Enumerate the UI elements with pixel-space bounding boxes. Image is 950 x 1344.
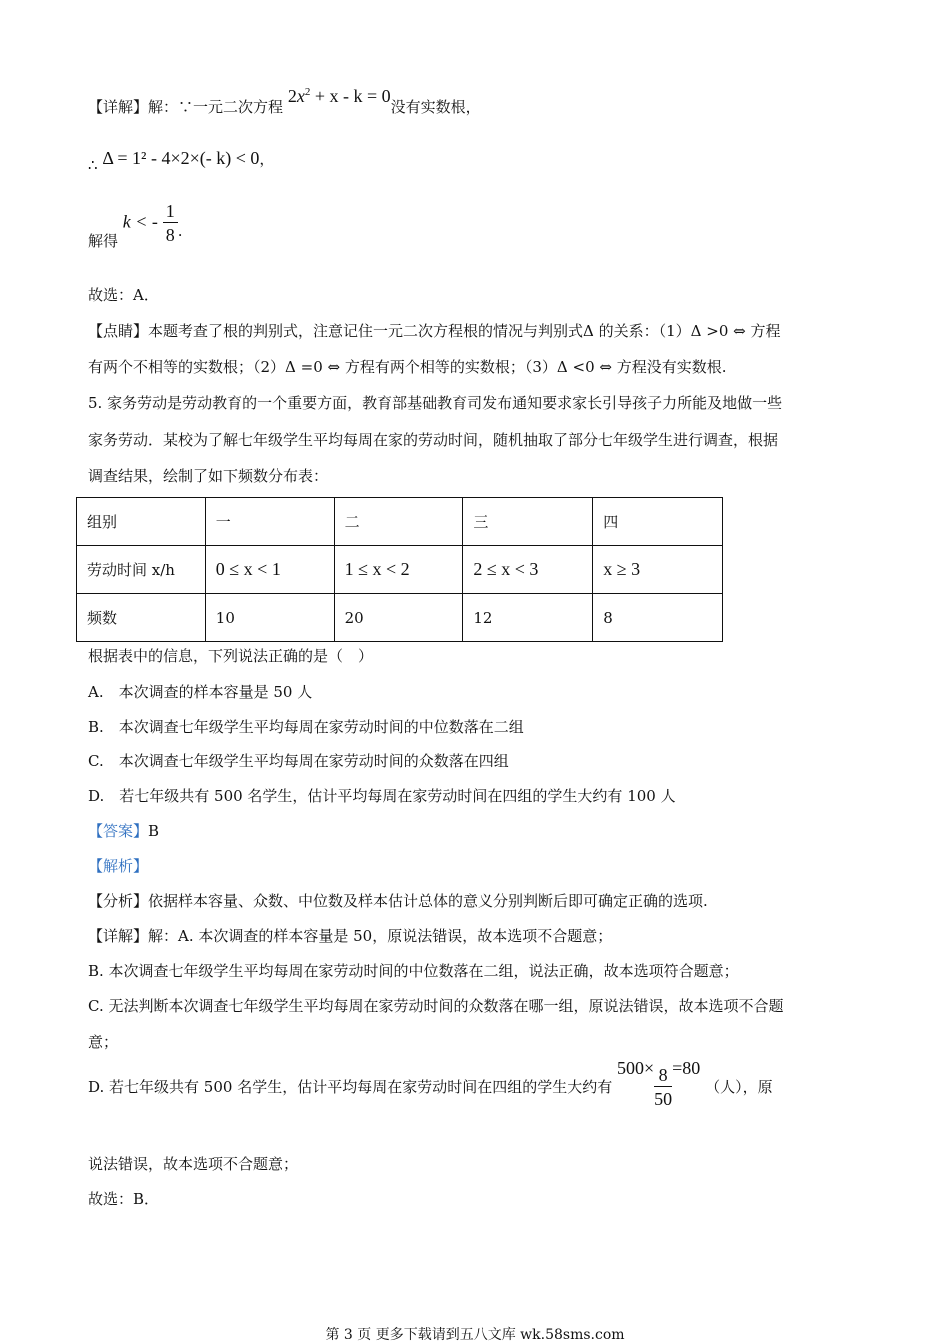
range-cell: 0 ≤ x < 1: [205, 546, 334, 594]
therefore-symbol: ∴: [88, 156, 98, 174]
detail2-a: 【详解】解：A. 本次调查的样本容量是 50，原说法错误，故本选项不合题意；: [88, 927, 613, 945]
range-cell: 2 ≤ x < 3: [463, 546, 593, 594]
detail2-d-prefix: D. 若七年级共有 500 名学生，估计平均每周在家劳动时间在四组的学生大约有: [88, 1077, 613, 1096]
count-cell: 12: [463, 594, 593, 642]
calc-left: 500×: [616, 1057, 655, 1078]
comment-line-1: 【点睛】本题考查了根的判别式，注意记住一元二次方程根的情况与判别式Δ 的关系：（1）Δ >0 ⇔ 方程: [88, 322, 781, 340]
detail2-c1: C. 无法判断本次调查七年级学生平均每周在家劳动时间的众数落在哪一组，原说法错误，故本选项不合题: [88, 997, 784, 1015]
solve-line: [88, 200, 183, 250]
fraction-one-eighth: $\frac{1}{8}$: [163, 200, 178, 247]
option-a: A. 本次调查的样本容量是 50 人: [88, 683, 313, 701]
solve-lhs: k < -: [122, 211, 158, 232]
row-label-time: 劳动时间 x/h: [77, 546, 206, 594]
table-row: [77, 546, 723, 594]
table-row: [77, 498, 723, 546]
analysis-tag: 【解析】: [88, 857, 149, 875]
range-cell: x ≥ 3: [593, 546, 723, 594]
group-cell: 四: [593, 498, 723, 546]
detail2-d-suffix: （人），原: [705, 1077, 773, 1096]
question-prompt: 根据表中的信息，下列说法正确的是（ ）: [88, 647, 374, 665]
detail-prefix: 解：∵一元二次方程: [148, 98, 284, 116]
detail-line-1: [88, 86, 481, 117]
solve-prefix: 解得: [88, 231, 119, 250]
detail2-c2: 意；: [88, 1033, 119, 1051]
choose-b: 故选：B．: [88, 1190, 160, 1208]
option-c: C. 本次调查七年级学生平均每周在家劳动时间的众数落在四组: [88, 752, 509, 770]
frequency-table: [76, 497, 723, 642]
answer-tag: 【答案】: [88, 822, 149, 840]
discriminant-expr: Δ = 1² - 4×2×(- k) < 0: [102, 148, 260, 168]
question-line-3: 调查结果，绘制了如下频数分布表：: [88, 467, 329, 485]
detail-suffix: 没有实数根，: [390, 98, 481, 116]
calc-right: =80: [672, 1057, 701, 1078]
group-cell: 一: [205, 498, 334, 546]
table-row: [77, 594, 723, 642]
count-cell: 20: [334, 594, 463, 642]
row-label-count: 频数: [77, 594, 206, 642]
option-d: D. 若七年级共有 500 名学生，估计平均每周在家劳动时间在四组的学生大约有 100 人: [88, 787, 676, 805]
answer-value: B: [148, 822, 160, 840]
detail2-d2: 说法错误，故本选项不合题意；: [88, 1155, 299, 1173]
fraction-8-50: $\frac{8}{50}$: [654, 1065, 673, 1109]
question-line-1: 5. 家务劳动是劳动教育的一个重要方面，教育部基础教育司发布通知要求家长引导孩子力所能及地做一些: [88, 394, 783, 412]
option-b: B. 本次调查七年级学生平均每周在家劳动时间的中位数落在二组: [88, 718, 524, 736]
answer-line: [88, 821, 159, 841]
row-label-group: 组别: [77, 498, 206, 546]
choose-a: 故选：A．: [88, 286, 159, 304]
count-cell: 10: [205, 594, 334, 642]
question-line-2: 家务劳动．某校为了解七年级学生平均每周在家的劳动时间，随机抽取了部分七年级学生进行调查，根据: [88, 431, 779, 449]
detail-tag: 【详解】: [88, 98, 149, 116]
page-footer: 第 3 页 更多下载请到五八文库 wk.58sms.com: [325, 1327, 625, 1343]
detail2-b: B. 本次调查七年级学生平均每周在家劳动时间的中位数落在二组，说法正确，故本选项符合题意；: [88, 962, 739, 980]
discriminant-end: ，: [259, 150, 275, 168]
comment-line-2: 有两个不相等的实数根；（2）Δ =0 ⇔ 方程有两个相等的实数根；（3）Δ <0 ⇔ 方程没有实数根.: [88, 358, 727, 376]
discriminant-line: [88, 148, 275, 174]
group-cell: 三: [463, 498, 593, 546]
range-cell: 1 ≤ x < 2: [334, 546, 463, 594]
group-cell: 二: [334, 498, 463, 546]
count-cell: 8: [593, 594, 723, 642]
detail2-d: [88, 1057, 773, 1113]
analysis-line: 【分析】依据样本容量、众数、中位数及样本估计总体的意义分别判断后即可确定正确的选项.: [88, 892, 708, 910]
solve-end: .: [177, 221, 183, 240]
equation: $2x^2 + x - k = 0$: [287, 86, 391, 106]
